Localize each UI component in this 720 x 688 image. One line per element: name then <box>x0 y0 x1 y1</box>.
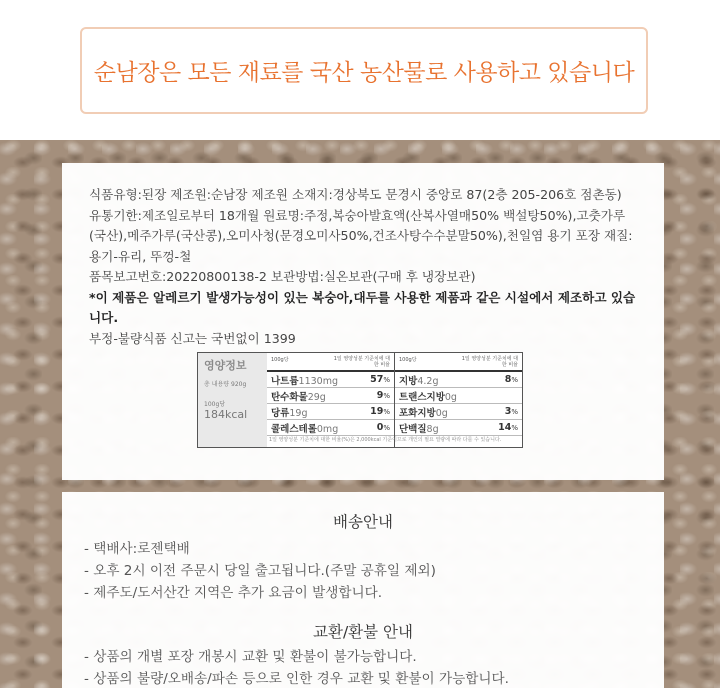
guide-card <box>62 492 664 688</box>
list-item: - 제주도/도서산간 지역은 추가 요금이 발생합니다. <box>84 585 383 601</box>
list-item: - 상품의 개별 포장 개봉시 교환 및 환불이 불가능합니다. <box>84 649 417 665</box>
nutrition-row <box>267 372 394 388</box>
list-item: - 오후 2시 이전 주문시 당일 출고됩니다.(주말 공휴일 제외) <box>84 563 436 579</box>
nutrient-percent: 3% <box>504 406 518 417</box>
product-info-line: 품목보고번호:20220800138-2 보관방법:실온보관(구매 후 냉장보관) <box>89 269 476 284</box>
nutrient-name: 포화지방0g <box>399 407 448 419</box>
exchange-title: 교환/환불 안내 <box>313 623 413 641</box>
nutrient-name: 나트륨1130mg <box>271 375 338 387</box>
list-item: - 택배사:로젠택배 <box>84 541 190 557</box>
banner-text: 순남장은 모든 재료를 국산 농산물로 사용하고 있습니다 <box>93 60 635 86</box>
nutrient-percent: 57% <box>370 374 390 385</box>
nutrient-percent: 8% <box>504 374 518 385</box>
list-item: - 상품의 불량/오배송/파손 등으로 인한 경우 교환 및 환불이 가능합니다. <box>84 671 509 687</box>
allergy-warning: *이 제품은 알레르기 발생가능성이 있는 복숭아,대두를 사용한 제품과 같은 시설에서 제조하고 있습니다. <box>89 289 636 325</box>
nutrition-column-header: 100g당 1일 영양성분 기준치에 대한 비율 <box>395 353 522 372</box>
nutrient-name: 탄수화물29g <box>271 391 326 403</box>
nutrient-name: 콜레스테롤0mg <box>271 423 339 435</box>
shipping-title: 배송안내 <box>333 513 393 531</box>
nutrient-percent: 0% <box>376 422 390 433</box>
nutrient-name: 트랜스지방0g <box>399 391 457 403</box>
nutrition-row <box>395 388 522 404</box>
nutrition-footnote: 1일 영양성분 기준치에 대한 비율(%)은 2,000kcal 기준이므로 개인의 필요 열량에 따라 다를 수 있습니다. <box>269 437 502 443</box>
nutrient-name: 지방4.2g <box>399 375 439 387</box>
nutrient-percent: 9% <box>376 390 390 401</box>
nutrition-column-header: 100g당 1일 영양성분 기준치에 대한 비율 <box>267 353 394 372</box>
nutrition-title: 영양정보 <box>204 359 247 372</box>
per-amount: 100g당 <box>204 401 226 408</box>
total-amount: 총 내용량 920g <box>204 381 247 388</box>
nutrient-name: 당류19g <box>271 407 308 419</box>
product-info-line: 식품유형:된장 제조원:순남장 제조원 소재지:경상북도 문경시 중앙로 87(2층 205-206호 점촌동) 유통기한:제조일로부터 18개월 원료명:주정,복숭아발효액(산복사열매50% 백설탕50%),고춧가루(국산),메주가루(국산콩),오미사청(문경오미사50%,건조사탕수수분말50%),천일염 용기 포장 재질:용기-유리, 뚜껑-철 <box>89 187 633 264</box>
nutrition-row <box>267 404 394 420</box>
shipping-list <box>84 538 436 604</box>
product-info-text <box>89 185 637 349</box>
exchange-list <box>84 646 509 688</box>
nutrient-name: 단백질8g <box>399 423 439 435</box>
notice-banner <box>80 27 648 114</box>
nutrition-row <box>395 404 522 420</box>
nutrition-row <box>267 388 394 404</box>
kcal-value: 184kcal <box>204 408 248 421</box>
report-line: 부정-불량식품 신고는 국번없이 1399 <box>89 330 296 346</box>
nutrient-percent: 19% <box>370 406 390 417</box>
nutrient-percent: 14% <box>498 422 518 433</box>
nutrition-row <box>395 372 522 388</box>
